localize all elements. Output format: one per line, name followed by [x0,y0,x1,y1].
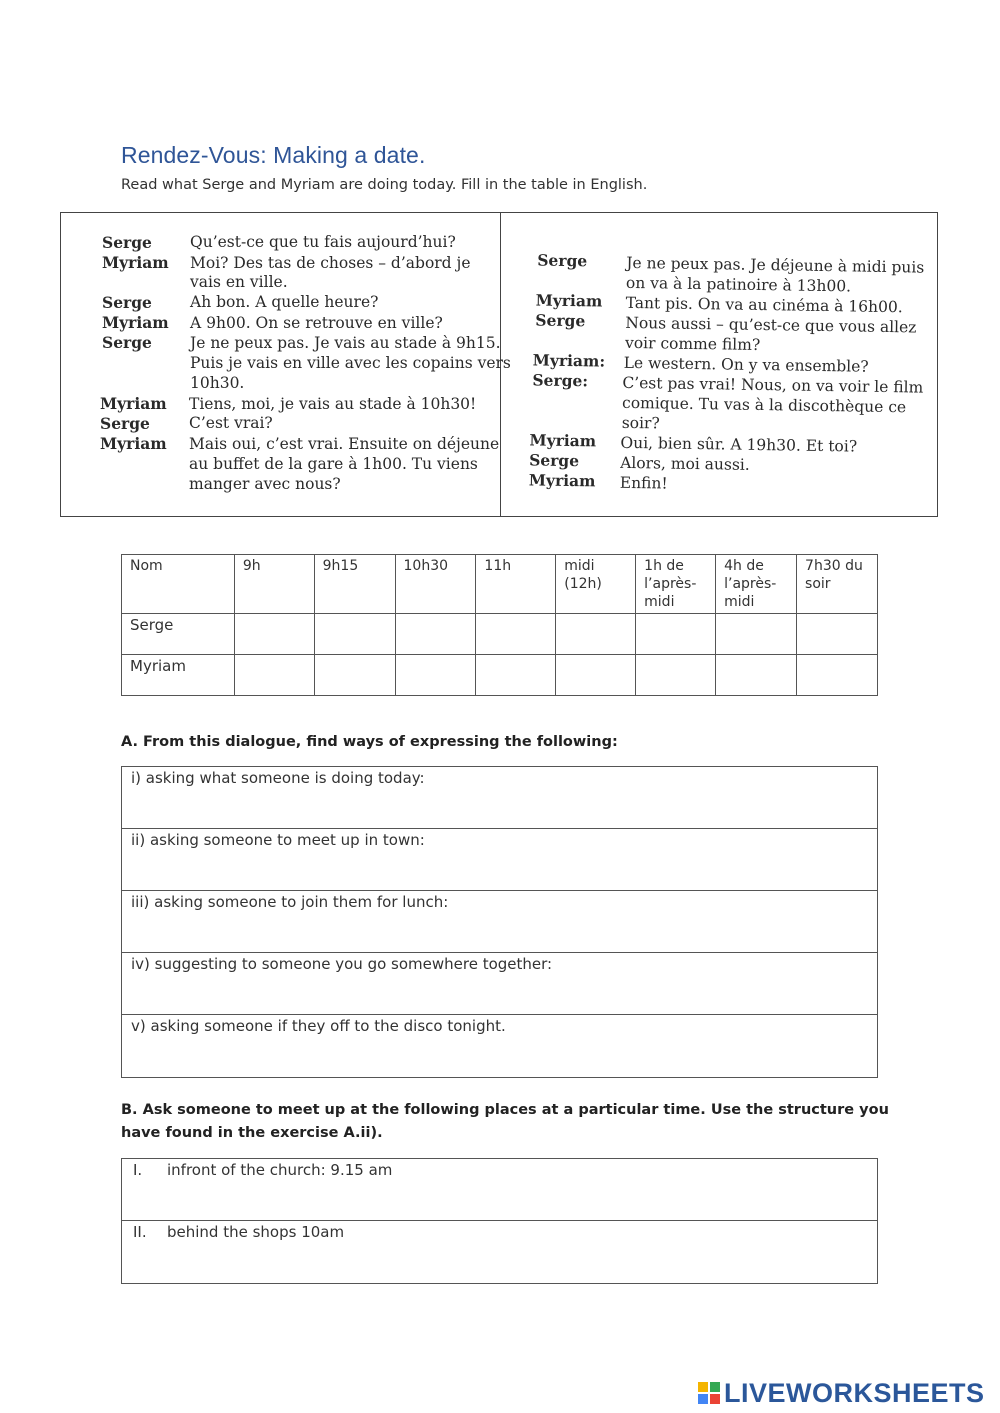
prompt-label: iv) suggesting to someone you go somewhere together: [131,955,553,973]
answer-field[interactable] [122,767,877,829]
answer-cell[interactable] [395,655,476,696]
speaker-label: Myriam [535,290,603,311]
answer-cell[interactable] [476,614,556,655]
speaker-label: Myriam [529,430,597,451]
answer-cell[interactable] [234,655,314,696]
item-number: I. [133,1161,143,1179]
answer-cell[interactable] [716,614,797,655]
table-header-cell: 11h [476,555,556,614]
dialogue-line: A 9h00. On se retrouve en ville? [190,314,443,332]
prompt-label: infront of the church: 9.15 am [167,1161,393,1179]
answer-field[interactable] [122,1159,877,1221]
dialogue-line: manger avec nous? [189,475,341,493]
answer-cell[interactable] [314,614,395,655]
speaker-label: Serge [102,233,152,252]
dialogue-box [60,212,938,517]
answer-cell[interactable] [716,655,797,696]
answer-cell[interactable] [234,614,314,655]
answer-cell[interactable] [556,655,636,696]
dialogue-line: Moi? Des tas de choses – d’abord je [190,254,471,272]
speaker-label: Serge [102,293,152,312]
prompt-label: ii) asking someone to meet up in town: [131,831,425,849]
speaker-label: Serge: [532,370,589,391]
section-b-heading: B. Ask someone to meet up at the following places at a particular time. Use the structure you have found in the exercise A.ii). [121,1102,889,1141]
instructions: Read what Serge and Myriam are doing today. Fill in the table in English. [121,177,648,193]
dialogue-line: Oui, bien sûr. A 19h30. Et toi? [620,433,858,456]
answer-field[interactable] [122,891,877,953]
page-title: Rendez-Vous: Making a date. [121,142,426,168]
dialogue-line: Puis je vais en ville avec les copains vers [190,354,511,372]
dialogue-line: comique. Tu vas à la discothèque ce [621,393,907,417]
answer-cell[interactable] [636,614,716,655]
row-name-cell: Serge [122,614,235,655]
dialogue-line: Je ne peux pas. Je déjeune à midi puis [626,253,925,277]
prompt-label: v) asking someone if they off to the disco tonight. [131,1017,506,1035]
dialogue-line: au buffet de la gare à 1h00. Tu viens [189,455,478,473]
section-b-answer-box [121,1158,878,1284]
dialogue-line: 10h30. [190,374,245,392]
table-header-cell: 7h30 du soir [797,555,878,614]
speaker-label: Serge [102,333,152,352]
speaker-label: Myriam [100,434,167,453]
dialogue-line: vais en ville. [190,273,288,291]
answer-cell[interactable] [556,614,636,655]
dialogue-line: C’est vrai? [189,414,273,432]
speaker-label: Serge [537,250,588,271]
timetable-header-row [122,555,878,614]
speaker-label: Myriam [102,253,169,272]
dialogue-line: Ah bon. A quelle heure? [190,293,379,311]
prompt-label: behind the shops 10am [167,1223,345,1241]
answer-field[interactable] [122,953,877,1015]
row-name-cell: Myriam [122,655,235,696]
answer-field[interactable] [122,1015,877,1077]
answer-cell[interactable] [797,614,878,655]
speaker-label: Serge [529,450,580,471]
table-header-cell: 1h de l’après-midi [636,555,716,614]
item-number: II. [133,1223,147,1241]
dialogue-line: Alors, moi aussi. [620,453,750,474]
liveworksheets-logo [698,1378,985,1408]
answer-cell[interactable] [314,655,395,696]
table-row [122,655,878,696]
logo-blocks-icon [698,1382,720,1404]
answer-field[interactable] [122,829,877,891]
answer-field[interactable] [122,1221,877,1283]
dialogue-line: Le western. On y va ensemble? [623,353,869,376]
speaker-label: Myriam [102,313,169,332]
speaker-label: Serge [100,414,150,433]
dialogue-line: soir? [621,413,660,433]
speaker-label: Myriam [528,470,596,491]
dialogue-line: Nous aussi – qu’est-ce que vous allez [625,313,917,337]
prompt-label: i) asking what someone is doing today: [131,769,425,787]
table-row [122,614,878,655]
logo-text: LIVEWORKSHEETS [724,1377,985,1408]
speaker-label: Myriam: [532,350,606,371]
table-header-cell: 4h de l’après-midi [716,555,797,614]
table-header-cell: midi (12h) [556,555,636,614]
section-a-heading: A. From this dialogue, find ways of expressing the following: [121,734,618,750]
table-header-cell: 9h [234,555,314,614]
speaker-label: Serge [535,310,586,331]
answer-cell[interactable] [395,614,476,655]
dialogue-line: Tant pis. On va au cinéma à 16h00. [625,293,903,317]
table-header-cell: Nom [122,555,235,614]
dialogue-line: voir comme film? [624,333,761,354]
timetable [121,554,878,696]
prompt-label: iii) asking someone to join them for lunch: [131,893,449,911]
answer-cell[interactable] [636,655,716,696]
dialogue-line: Je ne peux pas. Je vais au stade à 9h15. [190,334,501,352]
answer-cell[interactable] [797,655,878,696]
speaker-label: Myriam [100,394,167,413]
answer-cell[interactable] [476,655,556,696]
dialogue-line: Qu’est-ce que tu fais aujourd’hui? [190,233,456,251]
section-a-answer-box [121,766,878,1078]
dialogue-line: Mais oui, c’est vrai. Ensuite on déjeune [189,435,500,453]
dialogue-line: C’est pas vrai! Nous, on va voir le film [622,373,924,397]
dialogue-line: Tiens, moi, je vais au stade à 10h30! [189,395,477,413]
dialogue-line: on va à la patinoire à 13h00. [625,273,852,296]
table-header-cell: 9h15 [314,555,395,614]
table-header-cell: 10h30 [395,555,476,614]
dialogue-line: Enfin! [619,473,668,493]
